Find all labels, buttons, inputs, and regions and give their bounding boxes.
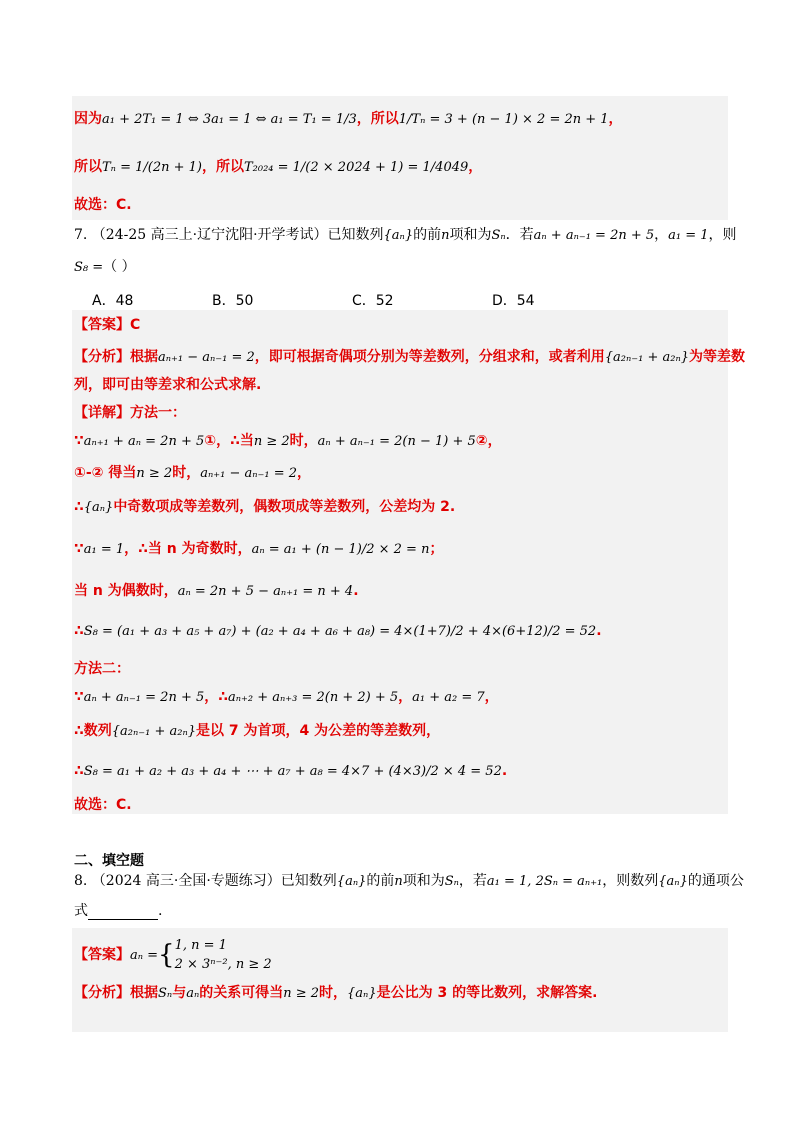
q7-option-c[interactable]: C．52 [352,293,394,309]
q6-solution-line-2: 所以Tₙ = 1/(2n + 1)，所以T₂₀₂₄ = 1/(2 × 2024 + 1) = 1/4049， [74,159,483,175]
section-heading-fill-in: 二、填空题 [74,853,144,869]
q7-option-d[interactable]: D．54 [492,293,535,309]
brace-symbol: { [158,940,175,970]
q7-step-3: ∴{aₙ}中奇数项成等差数列，偶数项成等差数列，公差均为 2. [74,499,456,515]
q7-stem-line-2: S₈ =（ ） [74,259,136,275]
q6-solution-line-1: 因为a₁ + 2T₁ = 1 ⇔ 3a₁ = 1 ⇔ a₁ = T₁ = 1/3，所以1/Tₙ = 3 + (n − 1) × 2 = 2n + 1， [74,111,623,127]
q8-stem-line-1: 8. （2024 高三·全国·专题练习）已知数列{aₙ}的前n项和为Sₙ，若a₁ = 1, 2Sₙ = aₙ₊₁，则数列{aₙ}的通项公 [74,873,744,889]
q7-step-6: ∴S₈ = (a₁ + a₃ + a₅ + a₇) + (a₂ + a₄ + a₆ + a₈) = 4×(1+7)/2 + 4×(6+12)/2 = 52. [74,623,602,639]
answer-blank[interactable] [88,905,158,920]
q6-final-choice: 故选：C. [74,197,132,213]
q8-stem-line-2: 式 . [74,903,163,919]
q7-step-8: ∴数列{a₂ₙ₋₁ + a₂ₙ}是以 7 为首项，4 为公差的等差数列， [74,723,441,739]
q7-step-2: ①-② 得当n ≥ 2时，aₙ₊₁ − aₙ₋₁ = 2， [74,465,311,481]
q7-step-9: ∴S₈ = a₁ + a₂ + a₃ + a₄ + ⋯ + a₇ + a₈ = 4×7 + (4×3)/2 × 4 = 52. [74,763,508,779]
q7-step-7: ∵aₙ + aₙ₋₁ = 2n + 5，∴aₙ₊₂ + aₙ₊₃ = 2(n + 2) + 5，a₁ + a₂ = 7， [74,689,499,705]
q7-step-1: ∵aₙ₊₁ + aₙ = 2n + 5①，∴当n ≥ 2时，aₙ + aₙ₋₁ = 2(n − 1) + 5②， [74,433,502,449]
q7-method-2-heading: 方法二： [74,661,130,677]
piecewise-cases: 1, n = 1 2 × 3ⁿ⁻², n ≥ 2 [174,938,272,972]
q7-stem-line-1: 7. （24-25 高三上·辽宁沈阳·开学考试）已知数列{aₙ}的前n项和为Sₙ．若aₙ + aₙ₋₁ = 2n + 5，a₁ = 1，则 [74,227,737,243]
q7-answer: 【答案】C [74,317,141,333]
q7-analysis-line-1: 【分析】根据aₙ₊₁ − aₙ₋₁ = 2，即可根据奇偶项分别为等差数列，分组求和，或者利用{a₂ₙ₋₁ + a₂ₙ}为等差数 [74,349,746,365]
q8-answer: 【答案】aₙ ={1, n = 1 2 × 3ⁿ⁻², n ≥ 2 [74,938,272,972]
q8-analysis: 【分析】根据Sₙ与aₙ的关系可得当n ≥ 2时，{aₙ}是公比为 3 的等比数列，求解答案. [74,985,598,1001]
q7-option-b[interactable]: B．50 [212,293,254,309]
q7-step-5: 当 n 为偶数时，aₙ = 2n + 5 − aₙ₊₁ = n + 4. [74,583,359,599]
q7-final-choice: 故选：C. [74,797,132,813]
q7-analysis-line-2: 列，即可由等差求和公式求解. [74,377,262,393]
q7-option-a[interactable]: A．48 [92,293,134,309]
q7-step-4: ∵a₁ = 1，∴当 n 为奇数时，aₙ = a₁ + (n − 1)/2 × 2 = n； [74,541,444,557]
q7-detail-heading: 【详解】方法一： [74,405,186,421]
